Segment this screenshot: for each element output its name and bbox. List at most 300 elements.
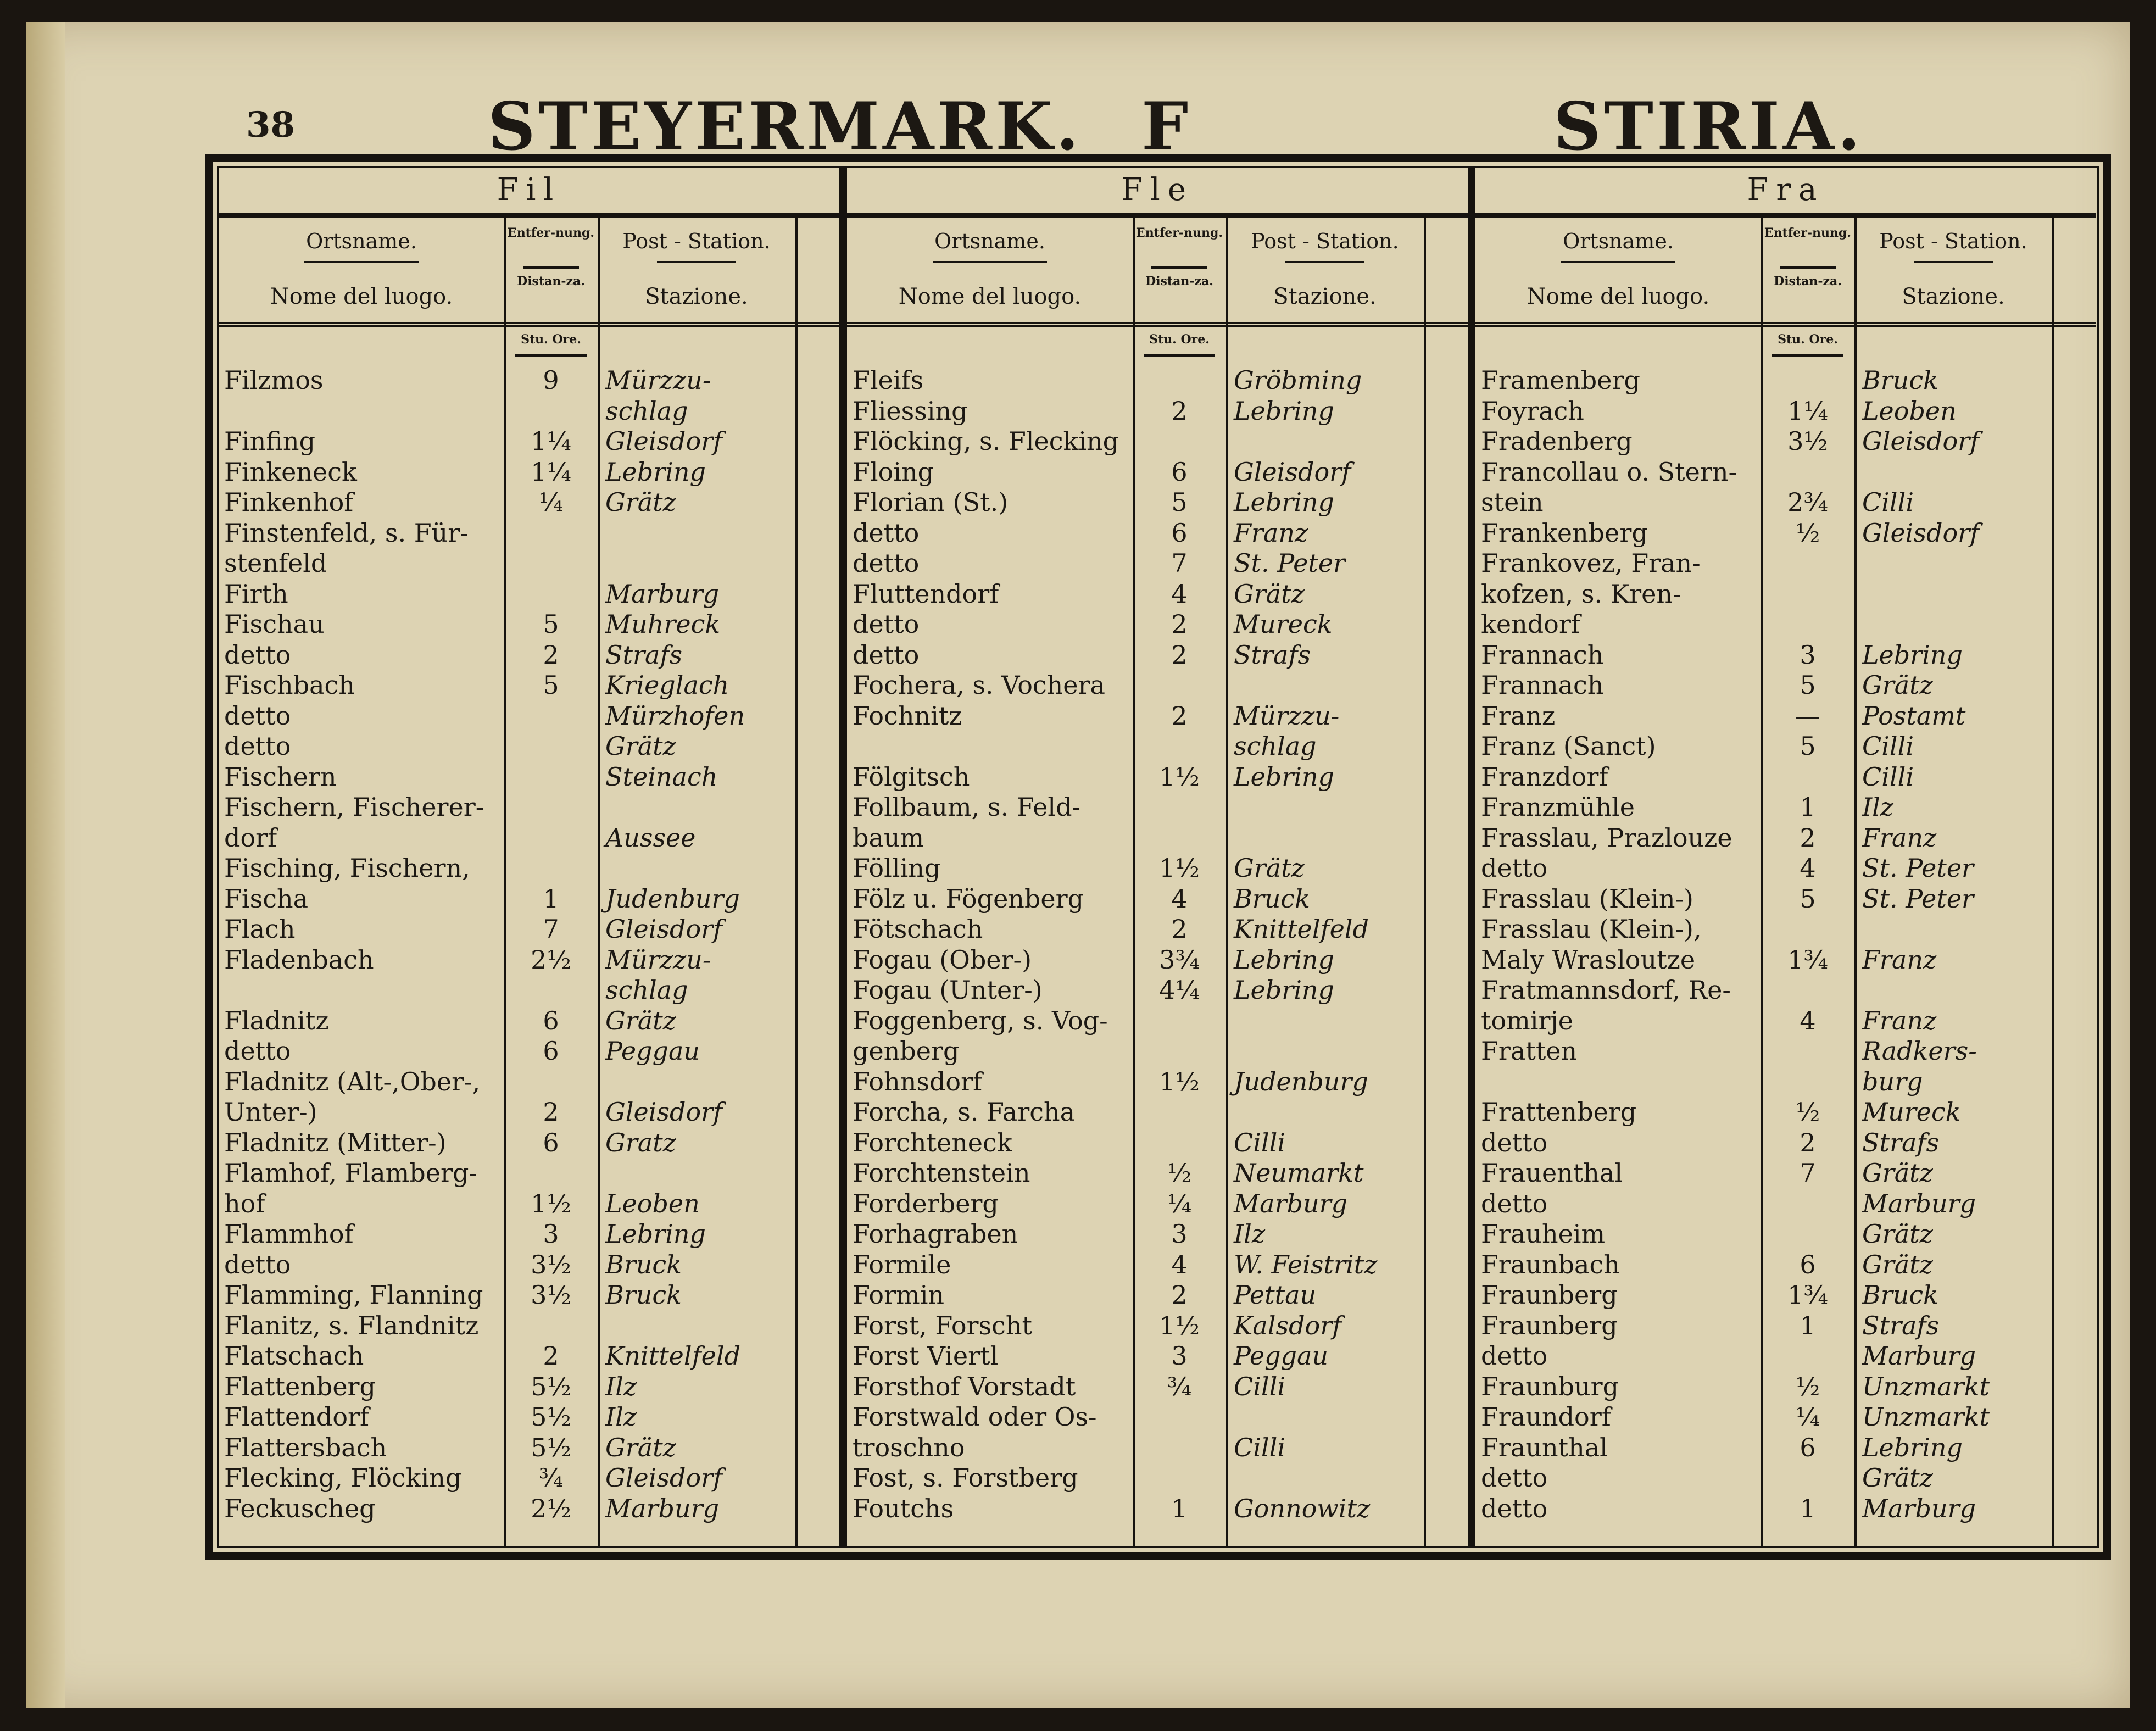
- post-station: Lebring: [1234, 761, 1334, 792]
- post-station: Marburg: [1862, 1493, 1976, 1523]
- distance-value: 5: [1800, 883, 1816, 914]
- title-left: STEYERMARK.: [488, 88, 1083, 165]
- table-row: [847, 1494, 1468, 1524]
- table-row: [1475, 487, 2096, 517]
- table-row: [219, 1402, 839, 1432]
- place-name: Flammhof: [224, 1219, 354, 1249]
- post-station: Marburg: [1862, 1188, 1976, 1218]
- post-station: Gleisdorf: [1862, 517, 1980, 548]
- post-station: Lebring: [1234, 396, 1334, 426]
- post-station: Franz: [1862, 1005, 1937, 1036]
- distance-value: 6: [1800, 1249, 1816, 1279]
- place-name: Fischbach: [224, 670, 355, 700]
- table-row: [219, 640, 839, 670]
- place-name: Finfing: [224, 426, 316, 456]
- distance-value: 1½: [531, 1188, 571, 1218]
- section-fle: [847, 168, 1468, 1546]
- table-row: [219, 1311, 839, 1341]
- post-station: Gleisdorf: [1862, 426, 1980, 456]
- place-name: dorf: [224, 822, 277, 853]
- table-row: [847, 1189, 1468, 1219]
- place-name: Fost, s. Forstberg: [853, 1463, 1078, 1493]
- post-station: Judenburg: [605, 883, 740, 914]
- table-row: [1475, 1189, 2096, 1219]
- table-row: [219, 548, 839, 578]
- table-row: [1475, 548, 2096, 578]
- post-station: Gleisdorf: [1234, 457, 1351, 487]
- distance-header-de: Entfer-nung.: [1764, 226, 1852, 240]
- distance-value: ½: [1795, 1097, 1820, 1127]
- place-name: Franzdorf: [1481, 761, 1608, 792]
- table-row: [847, 670, 1468, 700]
- page-edge: [26, 22, 65, 1708]
- table-row: [219, 670, 839, 700]
- table-row: [847, 1067, 1468, 1097]
- title-right: STIRIA.: [1553, 88, 1864, 165]
- place-name: Flattenberg: [224, 1371, 376, 1401]
- table-row: [1475, 609, 2096, 639]
- distance-value: ½: [1795, 1371, 1820, 1401]
- place-name: detto: [853, 517, 920, 548]
- place-name: Fraundorf: [1481, 1402, 1611, 1432]
- table-row: [847, 792, 1468, 822]
- post-station: Ilz: [605, 1402, 637, 1432]
- post-header: [598, 218, 795, 322]
- post-station: Strafs: [1862, 1310, 1940, 1340]
- unit-label: Stu. Ore.: [1149, 332, 1210, 347]
- post-station: Mureck: [1862, 1097, 1961, 1127]
- post-station: Strafs: [1862, 1127, 1940, 1157]
- table-row: [847, 945, 1468, 975]
- distance-value: 6: [1171, 517, 1188, 548]
- post-station: Grätz: [1234, 853, 1305, 883]
- section-fil: [219, 168, 839, 1546]
- place-name: Flamhof, Flamberg-: [224, 1158, 477, 1188]
- distance-value: 3½: [531, 1249, 571, 1279]
- distance-value: 2¾: [1787, 487, 1828, 517]
- place-name: detto: [224, 731, 291, 761]
- table-row: [1475, 1006, 2096, 1036]
- table-row: [219, 975, 839, 1005]
- table-row: [847, 1311, 1468, 1341]
- table-row: [1475, 1036, 2096, 1066]
- place-name: Fladnitz (Alt-,Ober-,: [224, 1066, 481, 1097]
- unit-label: Stu. Ore.: [1778, 332, 1838, 347]
- place-name: Maly Wrasloutze: [1481, 944, 1696, 975]
- post-station: Cilli: [1234, 1371, 1286, 1401]
- distance-value: ½: [1167, 1158, 1192, 1188]
- section-title: Fil: [219, 168, 839, 218]
- place-name: Frauheim: [1481, 1219, 1606, 1249]
- table-inner: [217, 166, 2099, 1548]
- place-name: Fraunthal: [1481, 1432, 1608, 1462]
- distance-value: 2: [1800, 1127, 1816, 1157]
- table-row: [1475, 945, 2096, 975]
- distance-value: 1: [543, 883, 559, 914]
- place-name: Fogau (Unter-): [853, 975, 1043, 1005]
- distance-value: 2½: [531, 1493, 571, 1523]
- section-title: Fra: [1475, 168, 2096, 218]
- distance-header-it: Distan-za.: [1145, 274, 1213, 288]
- post-station: Marburg: [1862, 1341, 1976, 1371]
- column-header: [1475, 218, 2096, 327]
- place-name: Flattendorf: [224, 1402, 370, 1432]
- distance-value: 1: [1171, 1493, 1188, 1523]
- post-station: Muhreck: [605, 609, 721, 639]
- table-row: [847, 853, 1468, 883]
- post-station: Gratz: [605, 1127, 676, 1157]
- post-station: Ilz: [1862, 792, 1894, 822]
- table-row: [847, 1433, 1468, 1463]
- table-row: [1475, 1311, 2096, 1341]
- place-name: detto: [224, 1036, 291, 1066]
- post-station: burg: [1862, 1066, 1923, 1097]
- place-name: Flach: [224, 914, 296, 944]
- post-station: Grätz: [1862, 1158, 1933, 1188]
- distance-value: 1¾: [1787, 944, 1828, 975]
- place-name: Fisching, Fischern,: [224, 853, 470, 883]
- distance-header-it: Distan-za.: [517, 274, 585, 288]
- place-name: Forchteneck: [853, 1127, 1012, 1157]
- post-station: Cilli: [1234, 1127, 1286, 1157]
- place-name: detto: [853, 639, 920, 670]
- post-header-it: Stazione.: [1273, 284, 1377, 309]
- distance-value: 4: [1800, 853, 1816, 883]
- table-row: [1475, 762, 2096, 792]
- post-header-de: Post - Station.: [1251, 229, 1399, 253]
- distance-value: 2: [1171, 609, 1188, 639]
- table-row: [847, 457, 1468, 487]
- post-station: Lebring: [605, 457, 706, 487]
- place-name: Fötschach: [853, 914, 983, 944]
- distance-value: 3½: [1787, 426, 1828, 456]
- table-row: [847, 609, 1468, 639]
- table-row: [847, 548, 1468, 578]
- table-row: [1475, 1128, 2096, 1158]
- table-row: [1475, 914, 2096, 944]
- place-name: Forsthof Vorstadt: [853, 1371, 1076, 1401]
- post-station: Radkers-: [1862, 1036, 1977, 1066]
- table-row: [219, 1494, 839, 1524]
- post-station: Gleisdorf: [605, 914, 723, 944]
- distance-value: 6: [543, 1127, 559, 1157]
- table-row: [219, 1433, 839, 1463]
- table-row: [219, 1250, 839, 1280]
- place-name: Fraunburg: [1481, 1371, 1619, 1401]
- place-name: Fochnitz: [853, 700, 962, 731]
- table-row: [219, 762, 839, 792]
- post-station: Cilli: [1862, 761, 1914, 792]
- distance-value: 6: [1171, 457, 1188, 487]
- post-station: Gleisdorf: [605, 1463, 723, 1493]
- distance-value: 2: [1171, 639, 1188, 670]
- place-name: Forstwald oder Os-: [853, 1402, 1097, 1432]
- name-header-it: Nome del luogo.: [270, 284, 453, 309]
- post-header-it: Stazione.: [645, 284, 748, 309]
- name-header-it: Nome del luogo.: [1527, 284, 1710, 309]
- section-fra: [1475, 168, 2096, 1546]
- distance-value: 2: [543, 1341, 559, 1371]
- place-name: Formile: [853, 1249, 951, 1279]
- place-name: Franzmühle: [1481, 792, 1635, 822]
- place-name: Forchtenstein: [853, 1158, 1030, 1188]
- place-name: Foggenberg, s. Vog-: [853, 1005, 1108, 1036]
- post-header-rule: [1914, 261, 1993, 263]
- place-name: kofzen, s. Kren-: [1481, 578, 1681, 609]
- place-name: Fradenberg: [1481, 426, 1633, 456]
- distance-header-rule: [1151, 266, 1207, 269]
- post-header-de: Post - Station.: [622, 229, 771, 253]
- post-station: Marburg: [605, 1493, 720, 1523]
- place-name: Follbaum, s. Feld-: [853, 792, 1081, 822]
- distance-value: 4: [1171, 883, 1188, 914]
- distance-value: 9: [543, 365, 559, 395]
- distance-value: 1½: [1159, 1066, 1200, 1097]
- place-name: detto: [1481, 1188, 1548, 1218]
- table-row: [1475, 792, 2096, 822]
- distance-value: —: [1795, 700, 1820, 731]
- place-name: Fratten: [1481, 1036, 1578, 1066]
- distance-value: 3: [1171, 1219, 1188, 1249]
- distance-value: 2½: [531, 944, 571, 975]
- table-row: [219, 579, 839, 609]
- post-station: Bruck: [605, 1249, 682, 1279]
- table-row: [847, 1036, 1468, 1066]
- distance-value: ¾: [538, 1463, 564, 1493]
- post-station: Mureck: [1234, 609, 1333, 639]
- table-row: [219, 1006, 839, 1036]
- table-row: [847, 823, 1468, 853]
- post-station: Aussee: [605, 822, 696, 853]
- place-name: Frauenthal: [1481, 1158, 1623, 1188]
- post-station: Lebring: [605, 1219, 706, 1249]
- post-station: Franz: [1234, 517, 1308, 548]
- distance-value: 2: [1171, 396, 1188, 426]
- place-name: genberg: [853, 1036, 960, 1066]
- distance-value: 5: [1800, 731, 1816, 761]
- place-name: kendorf: [1481, 609, 1580, 639]
- post-station: Unzmarkt: [1862, 1371, 1990, 1401]
- table-row: [847, 975, 1468, 1005]
- name-header-de: Ortsname.: [306, 229, 417, 253]
- table-row: [847, 884, 1468, 914]
- distance-value: 4: [1800, 1005, 1816, 1036]
- table-row: [219, 823, 839, 853]
- distance-header-rule: [523, 266, 579, 269]
- distance-value: 1½: [1159, 1310, 1200, 1340]
- post-station: Gonnowitz: [1234, 1493, 1371, 1523]
- place-name: Fladnitz (Mitter-): [224, 1127, 447, 1157]
- table-row: [219, 792, 839, 822]
- place-name: Florian (St.): [853, 487, 1009, 517]
- post-station: Lebring: [1862, 1432, 1963, 1462]
- place-name: stein: [1481, 487, 1544, 517]
- table-row: [219, 518, 839, 548]
- table-row: [1475, 579, 2096, 609]
- name-header-it: Nome del luogo.: [898, 284, 1082, 309]
- place-name: stenfeld: [224, 548, 327, 578]
- table-row: [219, 731, 839, 761]
- distance-value: 3½: [531, 1280, 571, 1310]
- place-name: detto: [1481, 1463, 1548, 1493]
- table-row: [847, 1341, 1468, 1371]
- post-station: schlag: [1234, 731, 1317, 761]
- table-row: [219, 1067, 839, 1097]
- distance-value: 1: [1800, 792, 1816, 822]
- distance-value: 5: [1171, 487, 1188, 517]
- table-row: [219, 1189, 839, 1219]
- post-station: Mürzzu-: [605, 944, 711, 975]
- table-row: [219, 945, 839, 975]
- table-row: [1475, 1097, 2096, 1127]
- post-station: Grätz: [605, 731, 676, 761]
- table-row: [847, 487, 1468, 517]
- table-row: [219, 701, 839, 731]
- place-name: detto: [1481, 1341, 1548, 1371]
- post-station: Leoben: [1862, 396, 1957, 426]
- place-name: Fliessing: [853, 396, 968, 426]
- name-header-de: Ortsname.: [1563, 229, 1674, 253]
- post-station: Grätz: [1862, 670, 1933, 700]
- post-station: Grätz: [1862, 1463, 1933, 1493]
- place-name: Francollau o. Stern-: [1481, 457, 1737, 487]
- place-name: Flatschach: [224, 1341, 364, 1371]
- place-name: Fölz u. Fögenberg: [853, 883, 1084, 914]
- place-name: Flanitz, s. Flandnitz: [224, 1310, 479, 1340]
- name-header: [1475, 218, 1761, 322]
- post-station: W. Feistritz: [1234, 1249, 1378, 1279]
- post-station: Bruck: [605, 1280, 682, 1310]
- section-title: Fle: [847, 168, 1468, 218]
- distance-value: 5½: [531, 1432, 571, 1462]
- post-station: Lebring: [1234, 487, 1334, 517]
- table-row: [847, 579, 1468, 609]
- place-name: Frattenberg: [1481, 1097, 1637, 1127]
- unit-label: Stu. Ore.: [521, 332, 581, 347]
- post-station: Pettau: [1234, 1280, 1317, 1310]
- distance-value: 4: [1171, 1249, 1188, 1279]
- place-name: Fochera, s. Vochera: [853, 670, 1105, 700]
- place-name: baum: [853, 822, 924, 853]
- post-station: Grätz: [1862, 1249, 1933, 1279]
- place-name: Finstenfeld, s. Für-: [224, 517, 469, 548]
- post-station: St. Peter: [1862, 883, 1974, 914]
- place-name: Fischau: [224, 609, 325, 639]
- place-name: Framenberg: [1481, 365, 1640, 395]
- table-row: [1475, 884, 2096, 914]
- post-station: Gleisdorf: [605, 426, 723, 456]
- table-row: [1475, 823, 2096, 853]
- post-station: Gleisdorf: [605, 1097, 723, 1127]
- section-divider: [1468, 168, 1475, 1546]
- place-name: tomirje: [1481, 1005, 1573, 1036]
- place-name: Frankovez, Fran-: [1481, 548, 1701, 578]
- place-name: Frannach: [1481, 639, 1604, 670]
- distance-value: 1¾: [1787, 1280, 1828, 1310]
- distance-header-it: Distan-za.: [1774, 274, 1842, 288]
- table-row: [847, 1402, 1468, 1432]
- post-station: Franz: [1862, 822, 1937, 853]
- table-row: [847, 396, 1468, 426]
- table-row: [1475, 701, 2096, 731]
- place-name: Fluttendorf: [853, 578, 999, 609]
- table-row: [1475, 1067, 2096, 1097]
- post-station: Neumarkt: [1234, 1158, 1364, 1188]
- distance-value: ¼: [1795, 1402, 1820, 1432]
- place-name: Frasslau (Klein-): [1481, 883, 1694, 914]
- place-name: detto: [224, 700, 291, 731]
- post-station: Strafs: [1234, 639, 1311, 670]
- post-station: Cilli: [1234, 1432, 1286, 1462]
- table-row: [219, 884, 839, 914]
- table-row: [1475, 1219, 2096, 1249]
- place-name: Fladnitz: [224, 1005, 329, 1036]
- post-station: Bruck: [1234, 883, 1311, 914]
- place-name: detto: [224, 1249, 291, 1279]
- table-row: [847, 640, 1468, 670]
- post-station: Lebring: [1234, 944, 1334, 975]
- post-station: Marburg: [605, 578, 720, 609]
- distance-value: ½: [1795, 517, 1820, 548]
- distance-value: 4¼: [1159, 975, 1200, 1005]
- distance-value: 1¼: [531, 457, 571, 487]
- table-row: [219, 609, 839, 639]
- post-header-it: Stazione.: [1902, 284, 2005, 309]
- table-row: [219, 1158, 839, 1188]
- post-station: Leoben: [605, 1188, 700, 1218]
- name-header-de: Ortsname.: [934, 229, 1045, 253]
- place-name: Frasslau (Klein-),: [1481, 914, 1702, 944]
- post-header: [1854, 218, 2052, 322]
- post-station: Kalsdorf: [1234, 1310, 1342, 1340]
- table-row: [219, 1463, 839, 1493]
- post-station: schlag: [605, 396, 688, 426]
- post-station: Bruck: [1862, 365, 1939, 395]
- table-row: [1475, 853, 2096, 883]
- table-row: [219, 1280, 839, 1310]
- distance-value: 1: [1800, 1493, 1816, 1523]
- place-name: hof: [224, 1188, 265, 1218]
- table-row: [219, 1128, 839, 1158]
- table-row: [1475, 1463, 2096, 1493]
- post-station: Judenburg: [1234, 1066, 1368, 1097]
- distance-header-de: Entfer-nung.: [507, 226, 595, 240]
- place-name: Foutchs: [853, 1493, 954, 1523]
- distance-value: 5: [1800, 670, 1816, 700]
- post-header-rule: [1285, 261, 1364, 263]
- place-name: Frankenberg: [1481, 517, 1648, 548]
- post-station: Grätz: [1862, 1219, 1933, 1249]
- place-name: Frasslau, Prazlouze: [1481, 822, 1732, 853]
- post-station: Cilli: [1862, 731, 1914, 761]
- distance-header: [504, 218, 598, 322]
- place-name: Flamming, Flanning: [224, 1280, 483, 1310]
- place-name: detto: [1481, 1493, 1548, 1523]
- table-row: [219, 1219, 839, 1249]
- table-row: [847, 731, 1468, 761]
- column-header: [219, 218, 839, 327]
- table-row: [1475, 1433, 2096, 1463]
- distance-value: ¾: [1167, 1371, 1192, 1401]
- post-station: Lebring: [1862, 639, 1963, 670]
- post-station: Postamt: [1862, 700, 1966, 731]
- table-row: [1475, 640, 2096, 670]
- post-station: Ilz: [1234, 1219, 1266, 1249]
- table-row: [847, 1128, 1468, 1158]
- distance-value: 7: [543, 914, 559, 944]
- place-name: detto: [224, 639, 291, 670]
- place-name: Forst, Forscht: [853, 1310, 1032, 1340]
